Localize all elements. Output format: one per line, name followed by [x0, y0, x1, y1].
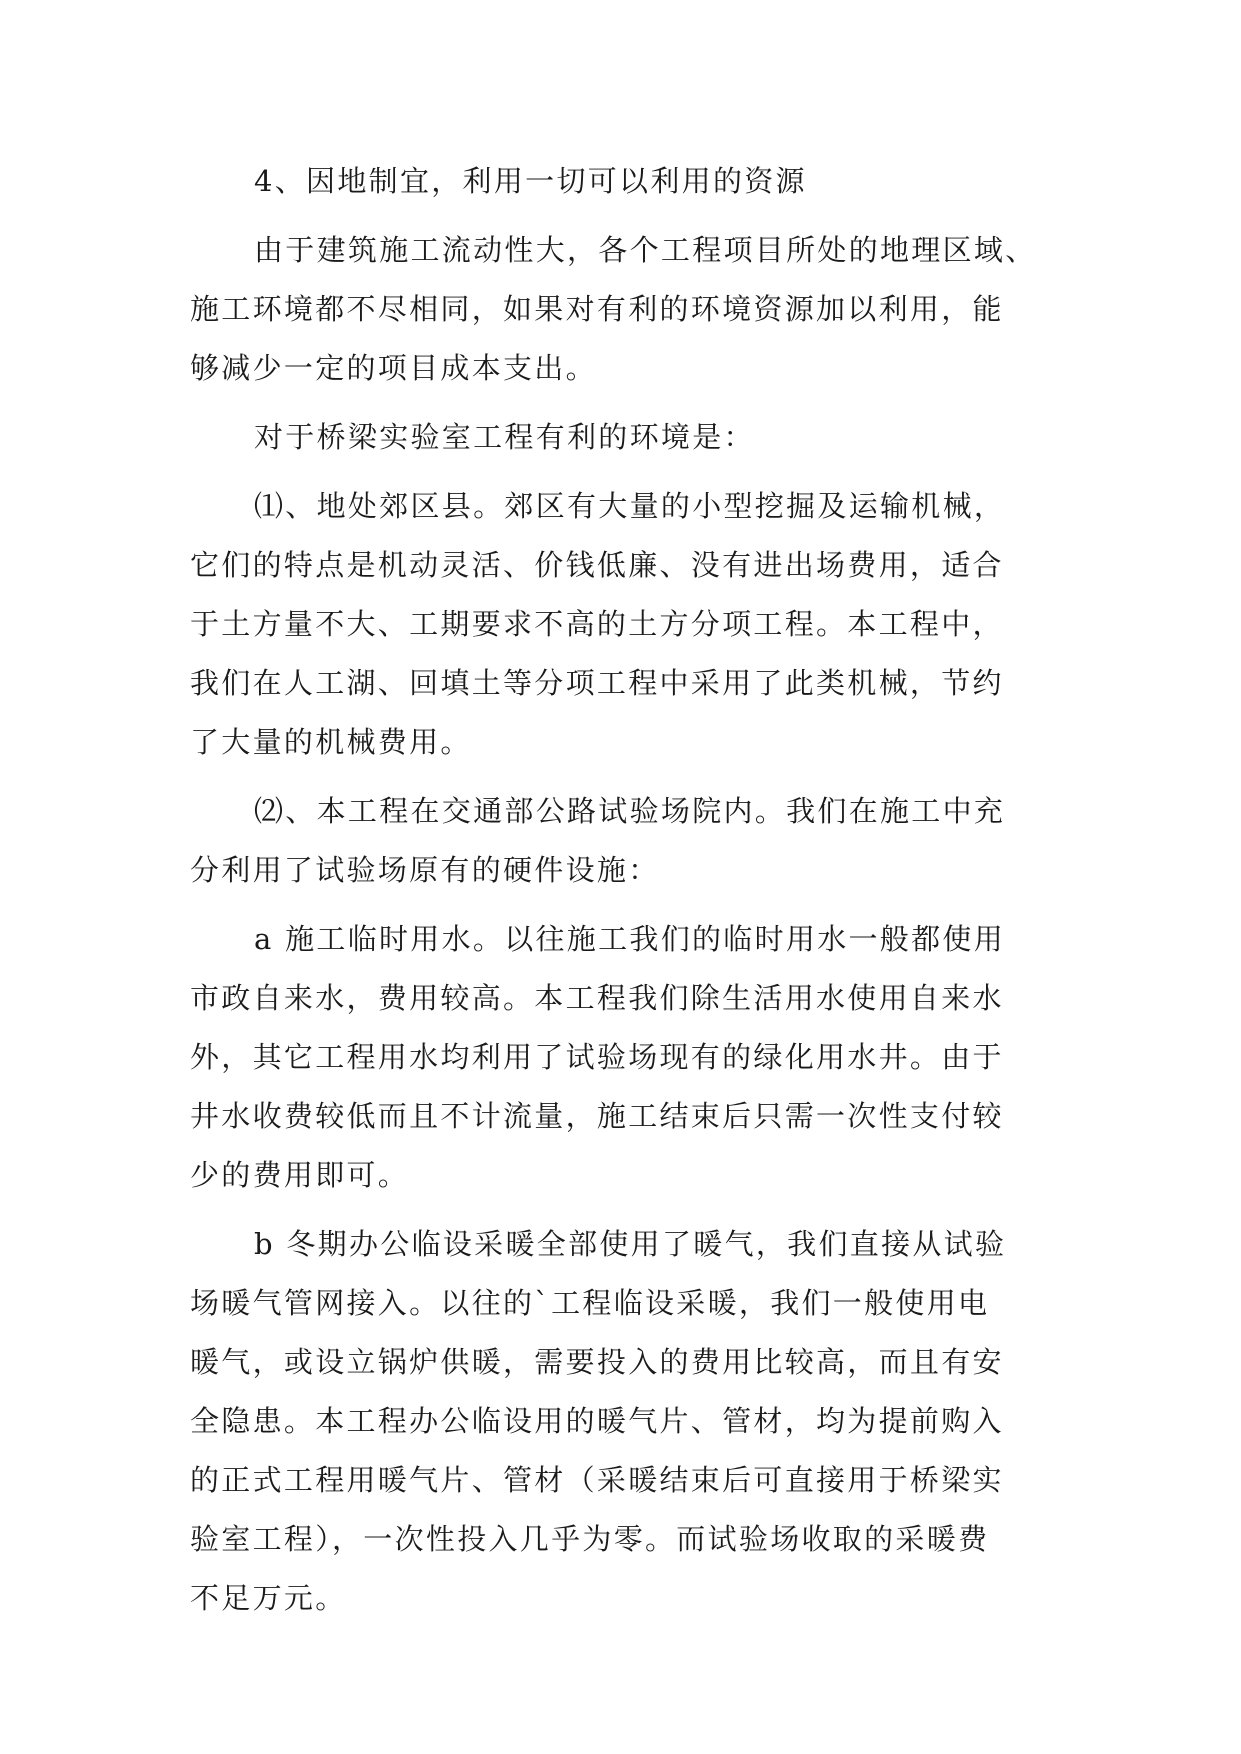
- paragraph-line: 对于桥梁实验室工程有利的环境是：: [254, 420, 755, 454]
- paragraph-line: 验室工程），一次性投入几乎为零。而试验场收取的采暖费: [190, 1522, 990, 1556]
- paragraph-line: 够减少一定的项目成本支出。: [190, 351, 597, 385]
- paragraph-line: 它们的特点是机动灵活、价钱低廉、没有进出场费用，适合: [190, 548, 1004, 582]
- paragraph-line: 施工环境都不尽相同，如果对有利的环境资源加以利用，能: [190, 292, 1004, 326]
- section-heading: 4、因地制宜，利用一切可以利用的资源: [254, 164, 807, 198]
- paragraph-line: 由于建筑施工流动性大，各个工程项目所处的地理区域、: [254, 233, 1037, 267]
- document-body: [190, 152, 1090, 1628]
- paragraph-line: 暖气，或设立锅炉供暖，需要投入的费用比较高，而且有安: [190, 1345, 1004, 1379]
- paragraph-line: b 冬期办公临设采暖全部使用了暖气，我们直接从试验: [254, 1227, 1007, 1261]
- paragraph-line: 的正式工程用暖气片、管材（采暖结束后可直接用于桥梁实: [190, 1463, 1004, 1497]
- paragraph-line: a 施工临时用水。以往施工我们的临时用水一般都使用: [254, 922, 1006, 956]
- paragraph-line: 分利用了试验场原有的硬件设施：: [190, 853, 660, 887]
- paragraph-line: 外，其它工程用水均利用了试验场现有的绿化用水井。由于: [190, 1040, 1004, 1074]
- paragraph-line: ⑵、本工程在交通部公路试验场院内。我们在施工中充: [254, 794, 1006, 828]
- paragraph-line: 少的费用即可。: [190, 1158, 410, 1192]
- paragraph-line: 了大量的机械费用。: [190, 725, 472, 759]
- paragraph-line: 市政自来水，费用较高。本工程我们除生活用水使用自来水: [190, 981, 1004, 1015]
- paragraph-line: ⑴、地处郊区县。郊区有大量的小型挖掘及运输机械，: [254, 489, 1006, 523]
- paragraph-line: 场暖气管网接入。以往的`工程临设采暖，我们一般使用电: [190, 1286, 990, 1320]
- paragraph-line: 我们在人工湖、回填土等分项工程中采用了此类机械，节约: [190, 666, 1004, 700]
- paragraph-line: 井水收费较低而且不计流量，施工结束后只需一次性支付较: [190, 1099, 1004, 1133]
- paragraph-line: 于土方量不大、工期要求不高的土方分项工程。本工程中，: [190, 607, 1004, 641]
- paragraph-line: 不足万元。: [190, 1581, 347, 1615]
- paragraph-line: 全隐患。本工程办公临设用的暖气片、管材，均为提前购入: [190, 1404, 1004, 1438]
